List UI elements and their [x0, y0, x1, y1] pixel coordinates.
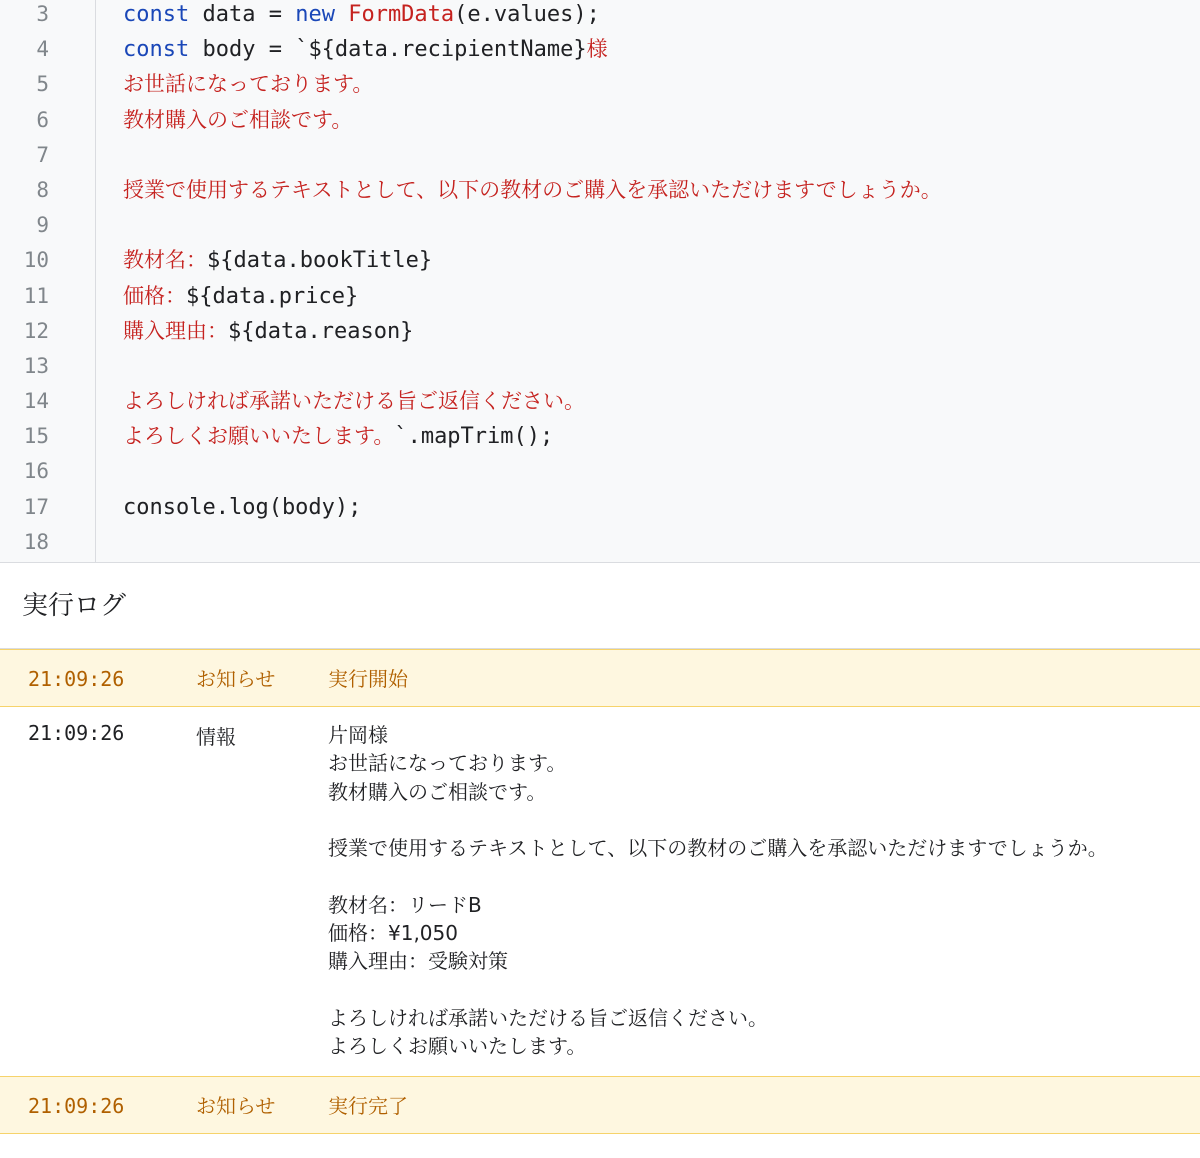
line-number: 15 [23, 424, 49, 449]
code-line[interactable] [123, 67, 942, 102]
code-token: 購入理由： [123, 318, 228, 343]
log-time: 21:09:26 [28, 721, 125, 745]
line-number: 9 [36, 213, 49, 238]
code-line[interactable] [123, 173, 942, 208]
code-token: data = [189, 2, 296, 27]
code-token: お世話になっております。 [123, 72, 374, 97]
code-token: const [123, 37, 190, 63]
execution-log-header [0, 563, 1200, 649]
line-number: 16 [23, 459, 49, 484]
log-type: お知らせ [196, 667, 276, 691]
log-type: お知らせ [196, 1094, 276, 1118]
log-entry-info [0, 707, 1200, 1076]
code-line[interactable] [123, 384, 942, 419]
line-number: 5 [36, 72, 49, 97]
code-token: ${data.price} [186, 283, 359, 309]
code-token: 授業で使用するテキストとして、以下の教材のご購入を承認いただけますでしょうか。 [123, 177, 942, 202]
code-line[interactable] [123, 32, 942, 67]
code-token: FormData [348, 2, 455, 27]
code-token: 様 [586, 37, 608, 62]
code-editor[interactable] [0, 0, 1200, 563]
code-line[interactable] [123, 243, 942, 278]
code-line[interactable] [123, 454, 942, 489]
execution-log-title: 実行ログ [22, 591, 127, 621]
log-time: 21:09:26 [28, 1094, 125, 1118]
code-token: よろしければ承諾いただける旨ご返信ください。 [123, 389, 585, 414]
line-number: 14 [23, 389, 49, 414]
code-token: よろしくお願いいたします。 [123, 424, 395, 449]
code-line[interactable] [123, 349, 942, 384]
code-token: (e.values); [454, 2, 600, 27]
line-number: 11 [23, 283, 49, 308]
code-token: body = `${data.recipientName} [189, 37, 587, 63]
code-line[interactable] [123, 138, 942, 173]
log-message: 実行完了 [328, 1094, 408, 1118]
code-token: console.log(body); [123, 494, 362, 520]
code-line[interactable] [123, 525, 942, 560]
code-line[interactable] [123, 279, 942, 314]
line-number: 12 [23, 318, 49, 343]
code-token: const [123, 2, 190, 27]
code-line[interactable] [123, 208, 942, 243]
line-number: 13 [23, 353, 49, 378]
code-line[interactable] [123, 0, 942, 32]
line-number: 7 [36, 142, 49, 167]
line-number-gutter [0, 0, 96, 562]
code-line[interactable] [123, 314, 942, 349]
log-time: 21:09:26 [28, 667, 125, 691]
code-line[interactable] [123, 490, 942, 525]
code-token: ${data.bookTitle} [207, 248, 433, 274]
log-entry-notice-start [0, 649, 1200, 707]
line-number: 3 [36, 2, 49, 26]
line-number: 8 [36, 177, 49, 202]
log-message: 実行開始 [328, 667, 408, 691]
log-entry-notice-end [0, 1076, 1200, 1134]
code-token: ${data.reason} [228, 318, 414, 344]
log-message: 片岡様 お世話になっております。 教材購入のご相談です。 授業で使用するテキストとして、以下の教材のご購入を承認いただけますでしょうか。 教材名：リードB 価格：¥1,050 購入理由：受験対策 よろしければ承諾いただける旨ご返信ください。 よろしくお願いいたします。 [328, 723, 1108, 1059]
code-line[interactable] [123, 419, 942, 454]
line-number: 18 [23, 529, 49, 554]
code-token: `.mapTrim(); [394, 424, 554, 450]
code-token: 価格： [123, 283, 186, 308]
line-number: 17 [23, 494, 49, 519]
line-number: 6 [36, 107, 49, 132]
code-area[interactable] [123, 0, 942, 560]
line-numbers [0, 0, 96, 560]
line-number: 4 [36, 37, 49, 62]
code-token: 教材購入のご相談です。 [123, 107, 353, 132]
line-number: 10 [23, 248, 49, 273]
code-token: new [295, 2, 335, 27]
code-line[interactable] [123, 103, 942, 138]
code-token [335, 2, 348, 27]
log-type: 情報 [196, 725, 236, 749]
code-token: 教材名： [123, 248, 207, 273]
